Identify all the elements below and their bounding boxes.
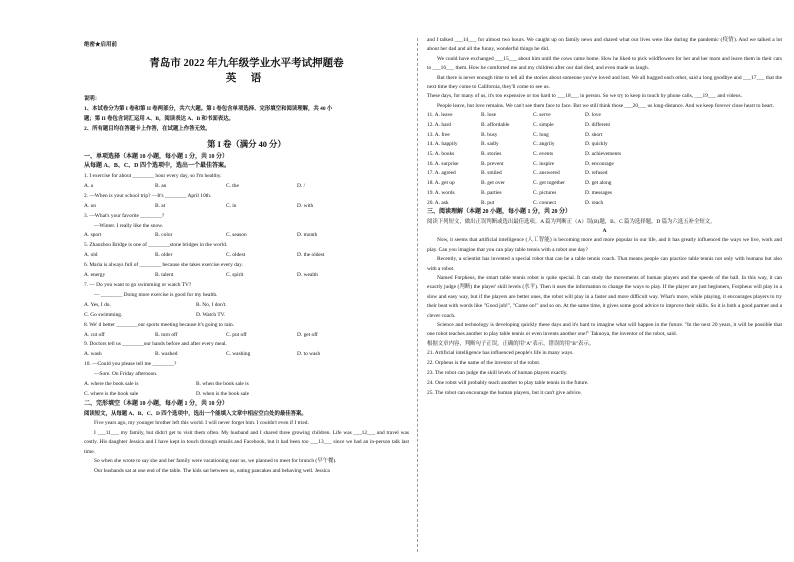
- section-two-instruction: 阅读短文，从每题 A、B、C、D 四个选项中，选出一个能填入文章中相应空白处的最佳答案。: [84, 410, 307, 417]
- option: A. Yes, I do.: [84, 301, 111, 308]
- option: D. /: [297, 182, 306, 189]
- option: D. reach: [585, 199, 604, 206]
- passage-paragraph: These days, for many of us, it's too expensive or too hard to ___18___ in person. So we try to keep in touch by phone calls, ___19___ and videos.: [427, 93, 742, 100]
- question-stem: 3. —What's your favorite ________?: [84, 212, 165, 219]
- passage-label: A: [602, 228, 607, 235]
- cloze-option-row: [427, 140, 782, 150]
- option: B. sadly: [481, 141, 499, 148]
- option: C. connect: [533, 199, 557, 206]
- statement: 25. The robot can encourage the human players, but it can't give advice.: [427, 389, 582, 396]
- option: B. color: [155, 232, 173, 239]
- question-stem: 10. —Could you please tell me ________?: [84, 361, 177, 368]
- cloze-option-row: [427, 160, 782, 170]
- statement: 24. One robot will probably teach another to play table tennis in the future.: [427, 379, 589, 386]
- question-options: [84, 182, 409, 192]
- question-options: [84, 301, 409, 311]
- option: D. wealth: [297, 272, 318, 279]
- option: D. the oldest: [297, 252, 325, 259]
- confidential-mark: 绝密★启用前: [84, 42, 118, 48]
- question-options: [84, 331, 409, 341]
- option: D. different: [585, 121, 611, 128]
- passage-paragraph: Recently, a scientist has invented a special robot that can be a table tennis coach. That means people can practice table tennis not only with humans but also with a robot.: [427, 256, 782, 272]
- option: B. prevent: [481, 160, 504, 167]
- question-stem: 2. —When is your school trip? —It's ________ April 10th.: [84, 192, 212, 199]
- option: C. put off: [226, 331, 247, 338]
- option: B. turn off: [155, 331, 178, 338]
- passage-paragraph: But there is never enough time to tell all the stories about someone you've loved and lost. We all hugged each other, said a long goodbye and ___17___ that the next time they come to California, they'll come to see us.: [427, 74, 782, 91]
- option: C. spirit: [226, 272, 244, 279]
- option: D. to wash: [297, 351, 321, 358]
- option: C. inspire: [533, 160, 554, 167]
- column-divider: [417, 38, 418, 552]
- option: D. with: [297, 202, 314, 209]
- option: D. encourage: [585, 160, 614, 167]
- option: D. get along: [585, 180, 612, 187]
- cloze-option-row: [427, 121, 782, 131]
- option: 20. A. ask: [427, 199, 449, 206]
- option: A. energy: [84, 272, 106, 279]
- cloze-option-row: [427, 131, 782, 141]
- option: C. get together: [533, 180, 565, 187]
- question-dialogue: — ________ Doing more exercise is good for my health.: [94, 291, 218, 298]
- option: B. when the book sale is: [196, 381, 249, 388]
- exam-title: 青岛市 2022 年九年级学业水平考试押题卷: [149, 58, 344, 69]
- option: 14. A. happily: [427, 141, 458, 148]
- option: B. get over: [481, 180, 505, 187]
- option: B. an: [155, 182, 167, 189]
- option: 16. A. surprise: [427, 160, 459, 167]
- option: C. answered: [533, 170, 560, 177]
- question-options: [84, 251, 409, 261]
- option: B. No, I don't.: [196, 301, 227, 308]
- option: D. Watch TV.: [196, 311, 226, 318]
- option: B. lose: [481, 112, 496, 119]
- section-one-heading: 一、单项选择（本题 10 小题，每小题 1 分，共 10 分）: [84, 153, 229, 160]
- option: 15. A. books: [427, 151, 455, 158]
- option: B. affordable: [481, 121, 510, 128]
- option: 17. A. agreed: [427, 170, 456, 177]
- question-options: [84, 380, 409, 390]
- option: C. simple: [533, 121, 554, 128]
- option: B. older: [155, 252, 173, 259]
- option: 19. A. words: [427, 189, 455, 196]
- option: D. achievements: [585, 151, 621, 158]
- part-one-heading: 第 I 卷（满分 40 分）: [207, 139, 286, 149]
- question-options: [84, 350, 409, 360]
- left-column: [84, 36, 409, 556]
- option: C. angrily: [533, 141, 555, 148]
- exam-subject: 英 语: [225, 73, 268, 84]
- passage-paragraph: Five years ago, my younger brother left this world. I will never forget him. I couldn't even if I tried.: [94, 420, 309, 427]
- option: C. serve: [533, 112, 551, 119]
- option: 13. A. free: [427, 131, 450, 138]
- cloze-option-row: [427, 189, 782, 199]
- question-stem: 7. — Do you want to go swimming or watch TV?: [84, 282, 192, 288]
- option: A. cut off: [84, 331, 105, 338]
- option: D. love: [585, 112, 601, 119]
- option: D. refused: [585, 170, 608, 177]
- option: C. oldest: [226, 252, 246, 259]
- question-options: [84, 231, 409, 241]
- passage-paragraph: We could have exchanged ___15___ about him until the cows came home. How he liked to pick wildflowers for her and her mom and leave them in their cars to ___16___ them. How he comforted me and my children after our dad died, and even made us laugh.: [427, 55, 782, 72]
- right-column: [427, 36, 782, 556]
- passage-paragraph: and I talked ___14___ for almost two hours. We caught up on family news and shared what our lives were like during the pandemic (疫情). And we talked a lot about her dad and all the funny, wonderful things he did.: [427, 37, 782, 53]
- section-three-instruction: 阅读下列短文，做出正误判断或选出最佳选项。A 篇为判断正（A）误(B)题，B、C 篇为选择题，D 篇为六选五补全短文。: [427, 218, 716, 225]
- option: A. wash: [84, 351, 102, 358]
- passage-paragraph: Now, it seems that artificial intelligence (人工智能) is becoming more and more popular in our life, and it has greatly influenced the ways we live, work and play. Can you imagine that you can play table tennis with a robot one day?: [427, 237, 782, 253]
- cloze-option-row: [427, 169, 782, 179]
- option: D. month: [297, 232, 318, 239]
- option: C. Go swimming.: [84, 311, 123, 318]
- option: A. where the book sale is: [84, 381, 139, 388]
- statement: 23. The robot can judge the skill levels of human players exactly.: [427, 370, 568, 377]
- option: 18. A. get up: [427, 180, 455, 187]
- cloze-option-row: [427, 179, 782, 189]
- instruction-line: 2、所有题目均在答题卡上作答，在试题上作答无效。: [84, 125, 211, 132]
- option: C. washing: [226, 351, 251, 358]
- question-stem: 5. Zhaozhou Bridge is one of ________stone bridges in the world.: [84, 242, 228, 249]
- instruction-line: 题；第 II 卷包含词汇运用 A、B，阅读表达 A、B 和书面表达。: [84, 115, 234, 122]
- instructions-heading: 说明：: [84, 96, 101, 102]
- option: C. in: [226, 202, 237, 209]
- section-three-heading: 三、阅读理解（本题 20 小题，每小题 1 分，共 20 分）: [427, 209, 572, 216]
- option: B. smiled: [481, 170, 502, 177]
- passage-paragraph: Our husbands sat at one end of the table. The kids sat between us, eating pancakes and behaving well. Jessica: [94, 467, 330, 474]
- option: A. on: [84, 202, 96, 209]
- option: C. where is the book sale: [84, 390, 139, 397]
- passage-paragraph: Named Forpheus, the smart table tennis robot is quite special. It can study the movements of human players and the speeds of the ball. In this way, it can exactly judge (判断) the player' skill levels (水平). Then it uses the information to change the ways to play. If the player are just beginners, Forpheus will play in a slow and easy way, but if the players are better ones, the robot will play in a faster and more difficult way. What's more, while playing, it encourages players to try their beat with words like "Good job!", "Come on!" and so on. At the same time, it gives some good advice to improve their skills. So it is both a good partner and a clever coach.: [427, 275, 782, 319]
- question-options: [84, 390, 409, 400]
- question-stem: 8. We' d better ________our sports meeting because it's going to rain.: [84, 321, 235, 328]
- passage-paragraph: Science and technology is developing quickly these days and it's hard to imagine what will happen in the future. "In the next 20 years, it will be possible that one robot teaches another to play table tennis or even invents another one!" Takuoya, the inventor of the robot, said.: [427, 322, 782, 338]
- option: D. when is the book sale: [196, 390, 249, 397]
- instruction-line: 1、本试卷分为第 I 卷和第 II 卷两部分，共六大题。第 I 卷包含单项选择、完形填空和阅读理解，共 40 小: [84, 105, 333, 112]
- option: C. long: [533, 131, 549, 138]
- question-options: [84, 271, 409, 281]
- question-options: [84, 202, 409, 212]
- option: B. at: [155, 202, 166, 209]
- question-dialogue: —Winter. I really like the snow.: [94, 222, 164, 229]
- cloze-option-row: [427, 199, 782, 209]
- cloze-option-row: [427, 111, 782, 121]
- statement: 22. Orpheus is the name of the inventor of the robot.: [427, 360, 541, 367]
- option: B. parties: [481, 189, 502, 196]
- option: D. messages: [585, 189, 612, 196]
- option: C. season: [226, 232, 247, 239]
- option: D. short: [585, 131, 603, 138]
- option: B. stories: [481, 151, 502, 158]
- option: C. pictures: [533, 189, 557, 196]
- option: A. a: [84, 182, 93, 189]
- cloze-option-bank: [427, 111, 782, 208]
- option: A. sport: [84, 232, 102, 239]
- section-two-heading: 二、完形填空（本题 10 小题，每小题 1 分，共 10 分）: [84, 400, 229, 407]
- passage-paragraph: I ___11___ my family, but didn't get to visit them often. My husband and I shared three growing children. Life was ___12___ and travel was costly. His daughter Jessica and I have kept in touch through emails and Facebook, but it had been too ___13___ since we had an in-person talk last time.: [84, 429, 409, 455]
- passage-paragraph: So when she wrote to say she and her family were vacationing near us, we planned to meet for brunch (早午餐).: [94, 458, 337, 465]
- option: C. the: [226, 182, 239, 189]
- question-dialogue: —Sure. On Friday afternoon.: [94, 371, 158, 378]
- option: A. old: [84, 252, 98, 259]
- option: 11. A. leave: [427, 112, 453, 119]
- option: 12. A. hard: [427, 121, 451, 128]
- option: B. busy: [481, 131, 498, 138]
- option: B. washed: [155, 351, 178, 358]
- question-stem: 6. Maria is always full of ________ because she takes exercise every day.: [84, 262, 243, 269]
- question-options: [84, 311, 409, 321]
- option: C. events: [533, 151, 554, 158]
- section-one-instruction: 从每题 A、B、C、D 四个选项中，选出一个最佳答案。: [84, 163, 231, 170]
- option: D. quickly: [585, 141, 608, 148]
- option: B. put: [481, 199, 495, 206]
- judge-instruction: 根据文章内容，判断句子正误，正确的用"A"表示，错误的用"B"表示。: [427, 340, 595, 347]
- question-stem: 1. I exercise for about ________ hour every day, so I'm healthy.: [84, 173, 222, 180]
- question-stem: 9. Doctors tell us ________our hands before and after every meal.: [84, 341, 227, 348]
- option: B. talent: [155, 272, 174, 279]
- passage-paragraph: People leave, but love remains. We can't see them face to face. But we still think those ___20___ us long-distance. And we keep forever close heart to heart.: [437, 102, 774, 109]
- statement: 21. Artificial intelligence has influenced people's life in many ways.: [427, 350, 574, 357]
- option: D. get off: [297, 331, 318, 338]
- cloze-option-row: [427, 150, 782, 160]
